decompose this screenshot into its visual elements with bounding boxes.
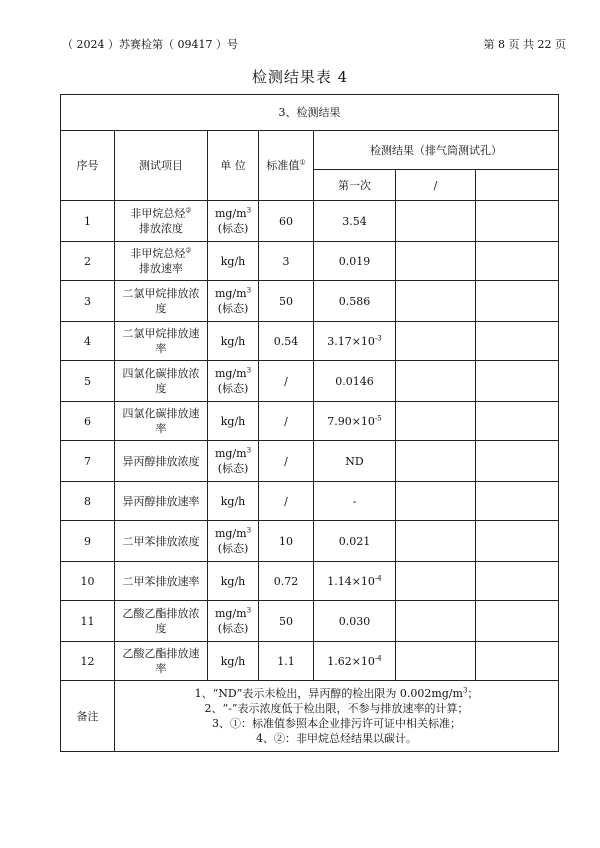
cell-result-2 bbox=[396, 361, 476, 402]
cell-result-2 bbox=[396, 441, 476, 482]
cell-standard: 1.1 bbox=[259, 642, 314, 681]
header-first-test: 第一次 bbox=[314, 170, 396, 201]
cell-result-2 bbox=[396, 642, 476, 681]
note-line-2: 2、“-”表示浓度低于检出限，不参与排放速率的计算； bbox=[204, 702, 469, 715]
cell-unit: kg/h bbox=[208, 642, 259, 681]
table-row bbox=[61, 402, 559, 441]
cell-result-1: ND bbox=[314, 441, 396, 482]
table-row bbox=[61, 201, 559, 242]
table-row bbox=[61, 562, 559, 601]
cell-result-1: $7.90\times 10^{-5}$ bbox=[314, 402, 396, 441]
cell-result-3 bbox=[476, 402, 559, 441]
cell-item: 异丙醇排放浓度 bbox=[115, 441, 208, 482]
cell-item: 二甲苯排放浓度 bbox=[115, 521, 208, 562]
cell-unit: kg/h bbox=[208, 482, 259, 521]
cell-result-2 bbox=[396, 242, 476, 281]
cell-unit: $mg/m^3$ (标态) bbox=[208, 201, 259, 242]
table-row bbox=[61, 521, 559, 562]
cell-result-3 bbox=[476, 281, 559, 322]
cell-item: 非甲烷总烃② 排放速率 bbox=[115, 242, 208, 281]
cell-result-1: 0.030 bbox=[314, 601, 396, 642]
notes-row bbox=[61, 681, 559, 752]
header-second-test: / bbox=[396, 170, 476, 201]
cell-result-2 bbox=[396, 281, 476, 322]
cell-result-2 bbox=[396, 562, 476, 601]
cell-standard: / bbox=[259, 402, 314, 441]
section-title: 3、检测结果 bbox=[61, 95, 559, 131]
cell-result-1: - bbox=[314, 482, 396, 521]
table-row bbox=[61, 601, 559, 642]
cell-result-3 bbox=[476, 361, 559, 402]
cell-item: 四氯化碳排放浓 度 bbox=[115, 361, 208, 402]
cell-standard: / bbox=[259, 441, 314, 482]
cell-no: 5 bbox=[61, 361, 115, 402]
note-line-3: 3、①：标准值参照本企业排污许可证中相关标准； bbox=[212, 717, 462, 730]
table-row bbox=[61, 281, 559, 322]
notes-content bbox=[115, 681, 559, 752]
cell-result-1: 0.021 bbox=[314, 521, 396, 562]
cell-result-3 bbox=[476, 201, 559, 242]
notes-label: 备注 bbox=[61, 681, 115, 752]
cell-standard: / bbox=[259, 482, 314, 521]
table-row bbox=[61, 441, 559, 482]
cell-item: 二氯甲烷排放速 率 bbox=[115, 322, 208, 361]
table-row bbox=[61, 482, 559, 521]
table-row bbox=[61, 642, 559, 681]
cell-no: 6 bbox=[61, 402, 115, 441]
header-third-test bbox=[476, 170, 559, 201]
cell-item: 四氯化碳排放速 率 bbox=[115, 402, 208, 441]
cell-item: 乙酸乙酯排放浓 度 bbox=[115, 601, 208, 642]
cell-no: 3 bbox=[61, 281, 115, 322]
note-line-1: 1、“ND”表示未检出，异丙醇的检出限为 $0.002mg/m^3$； bbox=[194, 686, 479, 700]
cell-result-1: 0.586 bbox=[314, 281, 396, 322]
cell-unit: kg/h bbox=[208, 402, 259, 441]
cell-result-3 bbox=[476, 601, 559, 642]
cell-no: 12 bbox=[61, 642, 115, 681]
cell-no: 7 bbox=[61, 441, 115, 482]
cell-standard: 10 bbox=[259, 521, 314, 562]
page-indicator: 第 8 页 共 22 页 bbox=[483, 38, 566, 51]
cell-no: 9 bbox=[61, 521, 115, 562]
cell-item: 乙酸乙酯排放速 率 bbox=[115, 642, 208, 681]
cell-result-3 bbox=[476, 482, 559, 521]
cell-result-3 bbox=[476, 521, 559, 562]
cell-result-2 bbox=[396, 201, 476, 242]
cell-no: 8 bbox=[61, 482, 115, 521]
cell-result-2 bbox=[396, 482, 476, 521]
cell-result-2 bbox=[396, 402, 476, 441]
cell-result-2 bbox=[396, 521, 476, 562]
cell-unit: $mg/m^3$ (标态) bbox=[208, 521, 259, 562]
cell-standard: 0.72 bbox=[259, 562, 314, 601]
header-standard: 标准值① bbox=[259, 131, 314, 201]
cell-result-1: $1.62\times 10^{-4}$ bbox=[314, 642, 396, 681]
cell-result-2 bbox=[396, 601, 476, 642]
cell-no: 11 bbox=[61, 601, 115, 642]
page-title: 检测结果表 4 bbox=[251, 68, 349, 86]
cell-no: 1 bbox=[61, 201, 115, 242]
cell-standard: 60 bbox=[259, 201, 314, 242]
cell-result-3 bbox=[476, 322, 559, 361]
cell-result-3 bbox=[476, 441, 559, 482]
cell-result-1: 3.54 bbox=[314, 201, 396, 242]
cell-result-1: 0.019 bbox=[314, 242, 396, 281]
cell-unit: kg/h bbox=[208, 242, 259, 281]
header-item: 测试项目 bbox=[115, 131, 208, 201]
cell-result-3 bbox=[476, 242, 559, 281]
cell-result-1: $3.17\times 10^{-3}$ bbox=[314, 322, 396, 361]
cell-standard: 50 bbox=[259, 601, 314, 642]
cell-standard: / bbox=[259, 361, 314, 402]
header-unit: 单 位 bbox=[208, 131, 259, 201]
cell-item: 二甲苯排放速率 bbox=[115, 562, 208, 601]
header-no: 序号 bbox=[61, 131, 115, 201]
cell-unit: $mg/m^3$ (标态) bbox=[208, 361, 259, 402]
cell-item: 非甲烷总烃② 排放浓度 bbox=[115, 201, 208, 242]
header-result: 检测结果（排气筒测试孔） bbox=[314, 131, 559, 170]
cell-unit: $mg/m^3$ (标态) bbox=[208, 281, 259, 322]
cell-no: 10 bbox=[61, 562, 115, 601]
cell-result-3 bbox=[476, 642, 559, 681]
cell-result-3 bbox=[476, 562, 559, 601]
cell-unit: kg/h bbox=[208, 322, 259, 361]
note-line-4: 4、②：非甲烷总烃结果以碳计。 bbox=[256, 732, 418, 745]
cell-standard: 50 bbox=[259, 281, 314, 322]
table-row bbox=[61, 322, 559, 361]
cell-standard: 3 bbox=[259, 242, 314, 281]
cell-unit: kg/h bbox=[208, 562, 259, 601]
cell-result-1: 0.0146 bbox=[314, 361, 396, 402]
cell-unit: $mg/m^3$ (标态) bbox=[208, 441, 259, 482]
cell-result-2 bbox=[396, 322, 476, 361]
report-number: （ 2024 ）苏赛检第（ 09417 ）号 bbox=[62, 38, 238, 51]
cell-no: 2 bbox=[61, 242, 115, 281]
cell-item: 二氯甲烷排放浓 度 bbox=[115, 281, 208, 322]
results-table bbox=[60, 94, 559, 752]
cell-result-1: $1.14\times 10^{-4}$ bbox=[314, 562, 396, 601]
cell-unit: $mg/m^3$ (标态) bbox=[208, 601, 259, 642]
cell-item: 异丙醇排放速率 bbox=[115, 482, 208, 521]
cell-standard: 0.54 bbox=[259, 322, 314, 361]
table-row bbox=[61, 242, 559, 281]
table-row bbox=[61, 361, 559, 402]
cell-no: 4 bbox=[61, 322, 115, 361]
